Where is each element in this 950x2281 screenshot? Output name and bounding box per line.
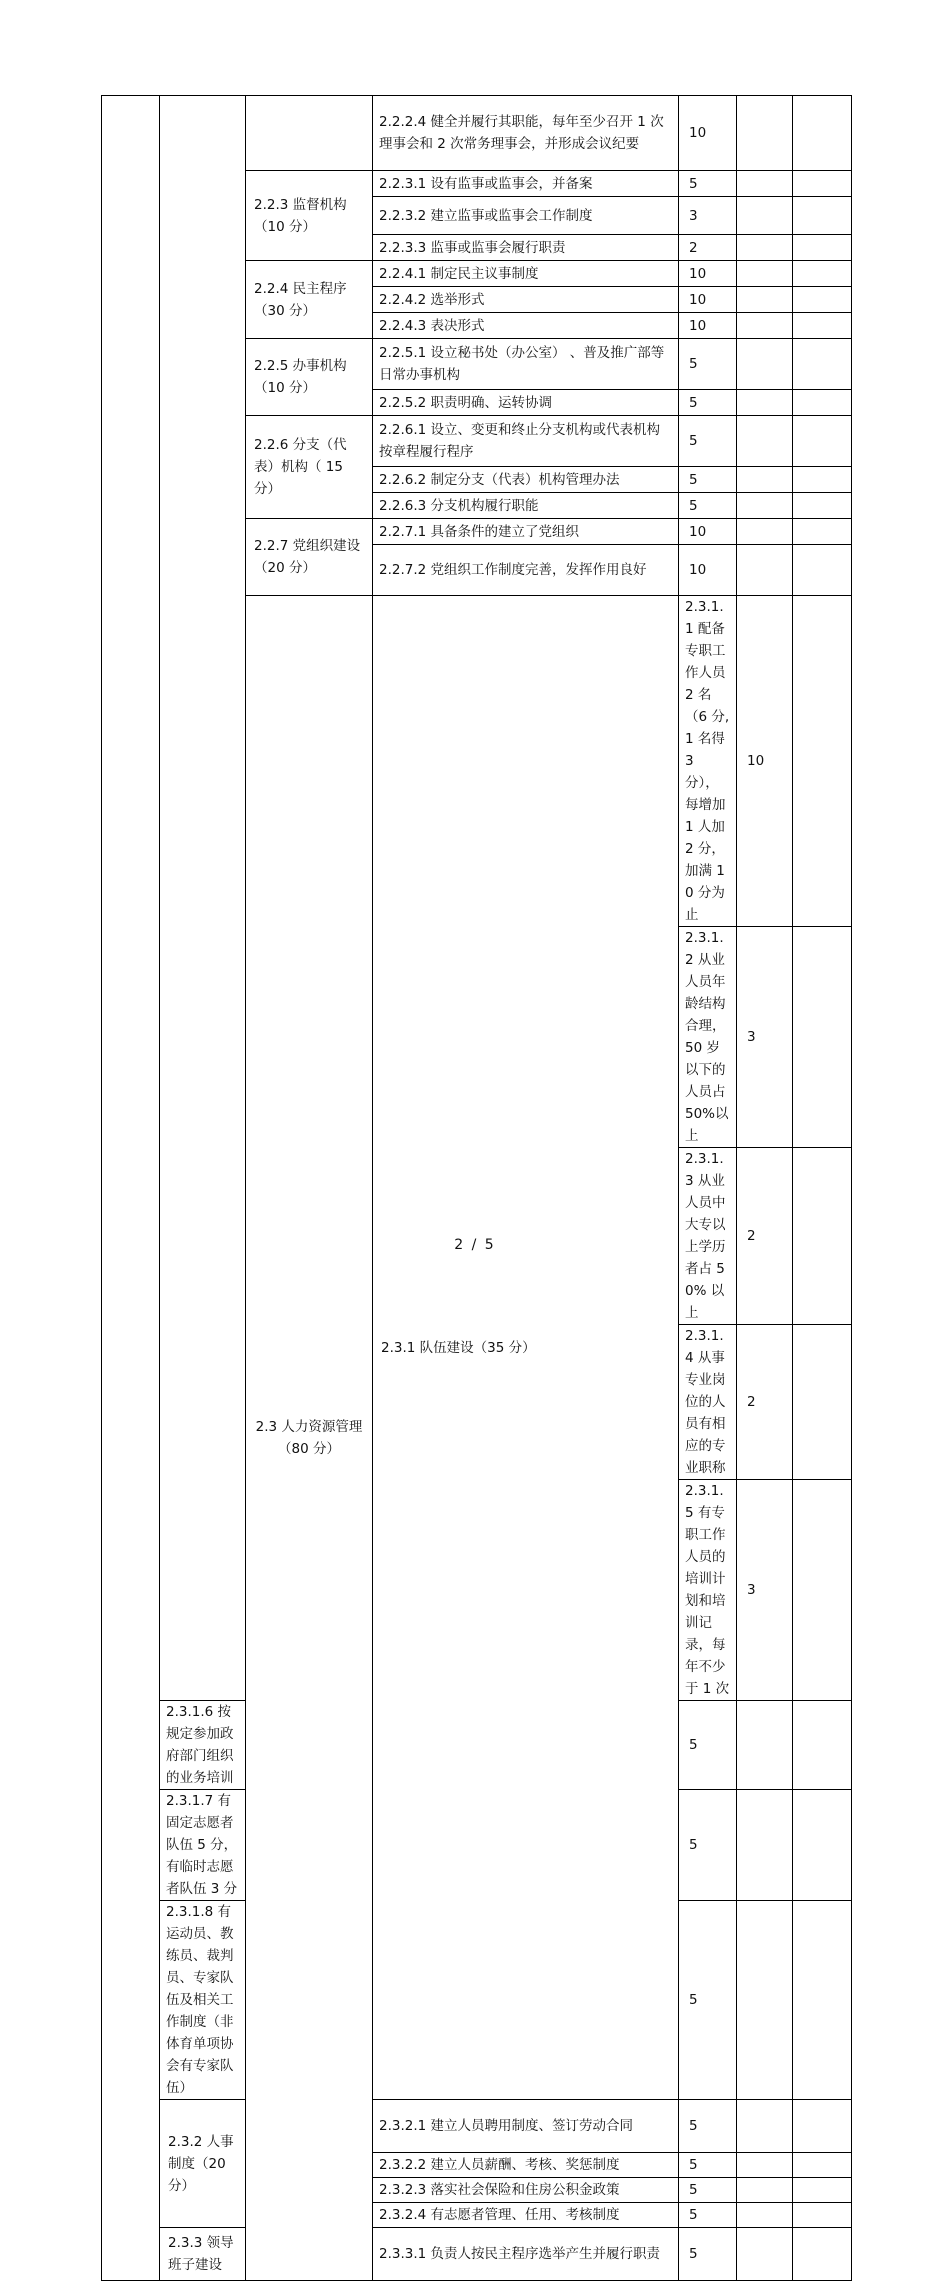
score-cell: 5 <box>679 416 737 467</box>
assessment-cell <box>793 2228 852 2281</box>
assessment-cell <box>793 261 852 287</box>
assessment-cell <box>793 197 852 235</box>
score-cell: 3 <box>737 1480 793 1701</box>
self-score-cell <box>737 287 793 313</box>
criterion-cell: 2.2.6.3 分支机构履行职能 <box>373 493 679 519</box>
subsection-cell: 2.2.6 分支（代表）机构（ 15 分） <box>246 416 373 519</box>
self-score-cell <box>737 2203 793 2228</box>
self-score-cell <box>793 1480 852 1701</box>
criterion-cell: 2.3.2.2 建立人员薪酬、考核、奖惩制度 <box>373 2153 679 2178</box>
category-cell <box>102 96 160 2281</box>
criterion-cell: 2.3.1.1 配备专职工作人员 2 名（6 分,1 名得 3 分），每增加 1 人加 2 分，加满 10 分为止 <box>679 596 737 927</box>
assessment-cell <box>793 416 852 467</box>
assessment-cell <box>793 339 852 390</box>
score-cell: 2 <box>737 1148 793 1325</box>
assessment-cell <box>793 2100 852 2153</box>
self-score-cell <box>737 171 793 197</box>
score-cell: 10 <box>679 261 737 287</box>
score-cell: 5 <box>679 2203 737 2228</box>
criterion-cell: 2.2.3.3 监事或监事会履行职责 <box>373 235 679 261</box>
criterion-cell: 2.3.1.5 有专职工作人员的培训计划和培训记录，每年不少于 1 次 <box>679 1480 737 1701</box>
table-row <box>102 2228 852 2281</box>
self-score-cell <box>737 235 793 261</box>
self-score-cell <box>793 1325 852 1480</box>
criterion-cell: 2.3.1.7 有固定志愿者队伍 5 分，有临时志愿者队伍 3 分 <box>160 1790 246 1901</box>
criterion-cell: 2.2.3.2 建立监事或监事会工作制度 <box>373 197 679 235</box>
score-cell: 10 <box>679 519 737 545</box>
assessment-cell <box>793 519 852 545</box>
self-score-cell <box>737 339 793 390</box>
assessment-cell <box>793 313 852 339</box>
score-cell: 3 <box>679 197 737 235</box>
self-score-cell <box>737 416 793 467</box>
criterion-cell: 2.2.4.1 制定民主议事制度 <box>373 261 679 287</box>
assessment-cell <box>793 1901 852 2100</box>
self-score-cell <box>737 313 793 339</box>
assessment-cell <box>793 2203 852 2228</box>
self-score-cell <box>737 2178 793 2203</box>
criterion-cell: 2.3.1.4 从事专业岗位的人员有相应的专业职称 <box>679 1325 737 1480</box>
criterion-cell: 2.3.1.8 有运动员、教练员、裁判员、专家队伍及相关工作制度（非体育单项协会有专家队伍） <box>160 1901 246 2100</box>
subsection-cell: 2.3.3 领导班子建设 <box>160 2228 246 2281</box>
assessment-cell <box>793 235 852 261</box>
assessment-cell <box>793 2178 852 2203</box>
assessment-cell <box>793 96 852 171</box>
criterion-cell: 2.2.3.1 设有监事或监事会，并备案 <box>373 171 679 197</box>
assessment-cell <box>793 467 852 493</box>
criterion-cell: 2.2.7.2 党组织工作制度完善，发挥作用良好 <box>373 545 679 596</box>
criterion-cell: 2.2.2.4 健全并履行其职能，每年至少召开 1 次理事会和 2 次常务理事会，并形成会议纪要 <box>373 96 679 171</box>
assessment-cell <box>793 171 852 197</box>
subsection-cell: 2.2.3 监督机构（10 分） <box>246 171 373 261</box>
score-cell: 2 <box>737 1325 793 1480</box>
subsection-cell: 2.3.2 人事制度（20 分） <box>160 2100 246 2228</box>
score-cell: 10 <box>679 545 737 596</box>
score-cell: 5 <box>679 1701 737 1790</box>
section-cell: 2.3 人力资源管理（80 分） <box>246 596 373 2281</box>
self-score-cell <box>737 493 793 519</box>
criterion-cell: 2.2.7.1 具备条件的建立了党组织 <box>373 519 679 545</box>
assessment-cell <box>793 287 852 313</box>
section-cell <box>160 96 246 1701</box>
self-score-cell <box>737 2153 793 2178</box>
subsection-cell: 2.2.4 民主程序（30 分） <box>246 261 373 339</box>
score-cell: 5 <box>679 2178 737 2203</box>
assessment-cell <box>793 390 852 416</box>
evaluation-table <box>101 95 852 2281</box>
self-score-cell <box>737 1790 793 1901</box>
score-cell: 10 <box>679 96 737 171</box>
criterion-cell: 2.2.6.2 制定分支（代表）机构管理办法 <box>373 467 679 493</box>
self-score-cell <box>737 197 793 235</box>
self-score-cell <box>737 1901 793 2100</box>
table-row <box>102 2100 852 2153</box>
criterion-cell: 2.3.1.3 从业人员中大专以上学历者占 50% 以上 <box>679 1148 737 1325</box>
subsection-cell: 2.2.5 办事机构（10 分） <box>246 339 373 416</box>
subsection-cell <box>246 96 373 171</box>
criterion-cell: 2.2.4.2 选举形式 <box>373 287 679 313</box>
criterion-cell: 2.3.2.3 落实社会保险和住房公积金政策 <box>373 2178 679 2203</box>
criterion-cell: 2.2.6.1 设立、变更和终止分支机构或代表机构按章程履行程序 <box>373 416 679 467</box>
self-score-cell <box>737 467 793 493</box>
score-cell: 5 <box>679 171 737 197</box>
self-score-cell <box>737 545 793 596</box>
criterion-cell: 2.3.3.1 负责人按民主程序选举产生并履行职责 <box>373 2228 679 2281</box>
criterion-cell: 2.2.4.3 表决形式 <box>373 313 679 339</box>
criterion-cell: 2.3.2.1 建立人员聘用制度、签订劳动合同 <box>373 2100 679 2153</box>
score-cell: 10 <box>679 287 737 313</box>
score-cell: 2 <box>679 235 737 261</box>
score-cell: 5 <box>679 2228 737 2281</box>
self-score-cell <box>737 2228 793 2281</box>
criterion-cell: 2.3.1.2 从业人员年龄结构合理， 50 岁以下的人员占 50%以上 <box>679 927 737 1148</box>
assessment-cell <box>793 1701 852 1790</box>
page-number: 2 / 5 <box>454 1237 496 1253</box>
criterion-cell: 2.3.2.4 有志愿者管理、任用、考核制度 <box>373 2203 679 2228</box>
score-cell: 3 <box>737 927 793 1148</box>
criterion-cell: 2.2.5.1 设立秘书处（办公室） 、普及推广部等日常办事机构 <box>373 339 679 390</box>
assessment-cell <box>793 2153 852 2178</box>
self-score-cell <box>737 390 793 416</box>
assessment-cell <box>793 493 852 519</box>
self-score-cell <box>793 927 852 1148</box>
score-cell: 5 <box>679 390 737 416</box>
score-cell: 10 <box>679 313 737 339</box>
score-cell: 5 <box>679 493 737 519</box>
self-score-cell <box>737 2100 793 2153</box>
self-score-cell <box>737 519 793 545</box>
score-cell: 5 <box>679 2100 737 2153</box>
criterion-cell: 2.2.5.2 职责明确、运转协调 <box>373 390 679 416</box>
score-cell: 5 <box>679 467 737 493</box>
self-score-cell <box>737 1701 793 1790</box>
score-cell: 5 <box>679 1790 737 1901</box>
subsection-cell: 2.3.1 队伍建设（35 分） <box>373 596 679 2100</box>
self-score-cell <box>793 596 852 927</box>
assessment-cell <box>793 1790 852 1901</box>
subsection-cell: 2.2.7 党组织建设（20 分） <box>246 519 373 596</box>
score-cell: 5 <box>679 2153 737 2178</box>
table-row <box>102 96 852 171</box>
self-score-cell <box>737 261 793 287</box>
self-score-cell <box>737 96 793 171</box>
score-cell: 5 <box>679 1901 737 2100</box>
assessment-cell <box>793 545 852 596</box>
criterion-cell: 2.3.1.6 按规定参加政府部门组织的业务培训 <box>160 1701 246 1790</box>
score-cell: 5 <box>679 339 737 390</box>
score-cell: 10 <box>737 596 793 927</box>
